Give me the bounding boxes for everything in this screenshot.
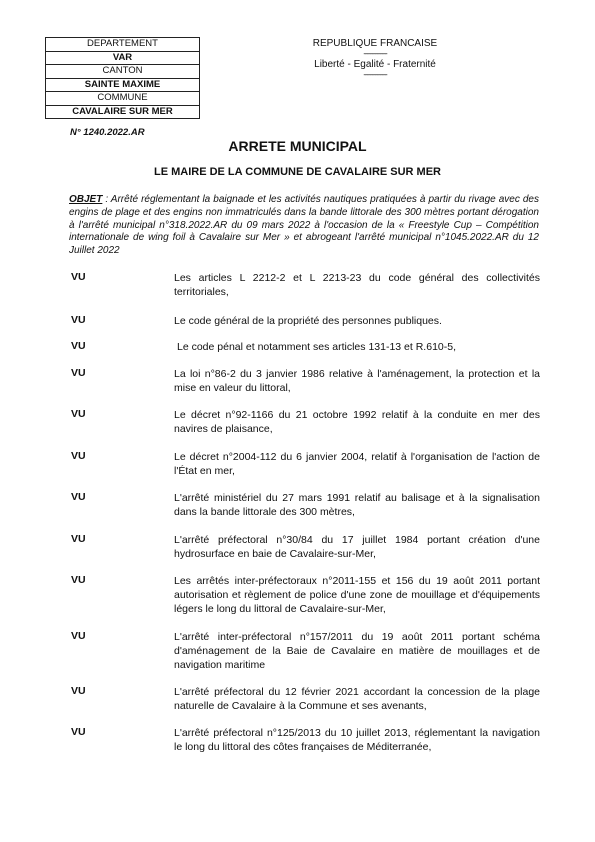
reference-number: N° 1240.2022.AR [70,127,145,138]
commune-value: CAVALAIRE SUR MER [72,105,173,117]
page-title: ARRETE MUNICIPAL [228,138,367,154]
vu-text: Le décret n°2004-112 du 6 janvier 2004, relatif à l'organisation de l'action de l'État en mer, [174,451,540,477]
departement-label: DEPARTEMENT [46,38,199,52]
vu-text: La loi n°86-2 du 3 janvier 1986 relative à l'aménagement, la protection et la mise en valeur du littoral, [174,368,540,394]
vu-label: VU [71,408,86,420]
vu-label: VU [71,491,86,503]
vu-text: L'arrêté préfectoral du 12 février 2021 accordant la concession de la plage naturelle de Cavalaire à la Commune et ses avenants, [174,686,540,712]
departement-value: VAR [46,52,199,66]
commune-label: COMMUNE [46,92,199,106]
objet-paragraph [69,194,539,258]
vu-label: VU [71,630,86,642]
canton-value: SAINTE MAXIME [46,79,199,93]
vu-label: VU [71,533,86,545]
vu-label: VU [71,574,86,586]
vu-text: L'arrêté préfectoral n°125/2013 du 10 juillet 2013, réglementant la navigation le long du littoral des côtes françaises de Méditerranée, [174,727,540,753]
vu-label: VU [71,726,86,738]
republic-motto: Liberté - Egalité - Fraternité [314,59,436,70]
page-subtitle: LE MAIRE DE LA COMMUNE DE CAVALAIRE SUR MER [153,166,442,178]
objet-label: OBJET [69,194,103,205]
vu-text: Les arrêtés inter-préfectoraux n°2011-155 et 156 du 19 août 2011 portant autorisation et règlement de police d'une zone de mouillage et d'équipements légers le long du littoral de Cavalaire-sur-Mer, [174,575,540,615]
republic-separator: -------------- [363,49,387,58]
vu-label: VU [71,450,86,462]
republic-name: REPUBLIQUE FRANCAISE [312,38,438,49]
canton-label: CANTON [46,65,199,79]
vu-text: L'arrêté préfectoral n°30/84 du 17 juillet 1984 portant création d'une hydrosurface en baie de Cavalaire-sur-Mer, [174,534,540,560]
republic-separator-2: -------------- [363,70,387,79]
vu-text: L'arrêté ministériel du 27 mars 1991 relatif au balisage et à la signalisation dans la bande littorale des 300 mètres, [174,492,540,518]
republic-header [300,37,450,79]
vu-label: VU [71,271,86,283]
vu-label: VU [71,367,86,379]
vu-text: Le code général de la propriété des personnes publiques. [174,315,442,327]
vu-text: L'arrêté inter-préfectoral n°157/2011 du 19 août 2011 portant schéma d'aménagement de la Baie de Cavalaire en matière de mouillages et de navigation maritime [174,631,540,671]
vu-label: VU [71,314,86,326]
vu-text: Les articles L 2212-2 et L 2213-23 du code général des collectivités territoriales, [174,272,540,298]
vu-text: Le code pénal et notamment ses articles 131-13 et R.610-5, [177,341,456,353]
department-box [45,37,200,119]
vu-label: VU [71,340,86,352]
objet-text: : Arrêté réglementant la baignade et les activités nautiques pratiquées à partir du rivage avec des engins de plage et des engins non immatriculés dans la bande littorale des 300 mètres portant dérogation à l'arrêté municipal n°318.2022.AR du 09 mars 2022 à l'occasion de la « Freestyle Cup – Compétition internationale de wing foil à Cavalaire sur Mer » et abrogeant l'arrêté municipal n°1045.2022.AR du 12 Juillet 2022 [69,194,539,257]
vu-text: Le décret n°92-1166 du 21 octobre 1992 relatif à la conduite en mer des navires de plaisance, [174,409,540,435]
vu-label: VU [71,685,86,697]
